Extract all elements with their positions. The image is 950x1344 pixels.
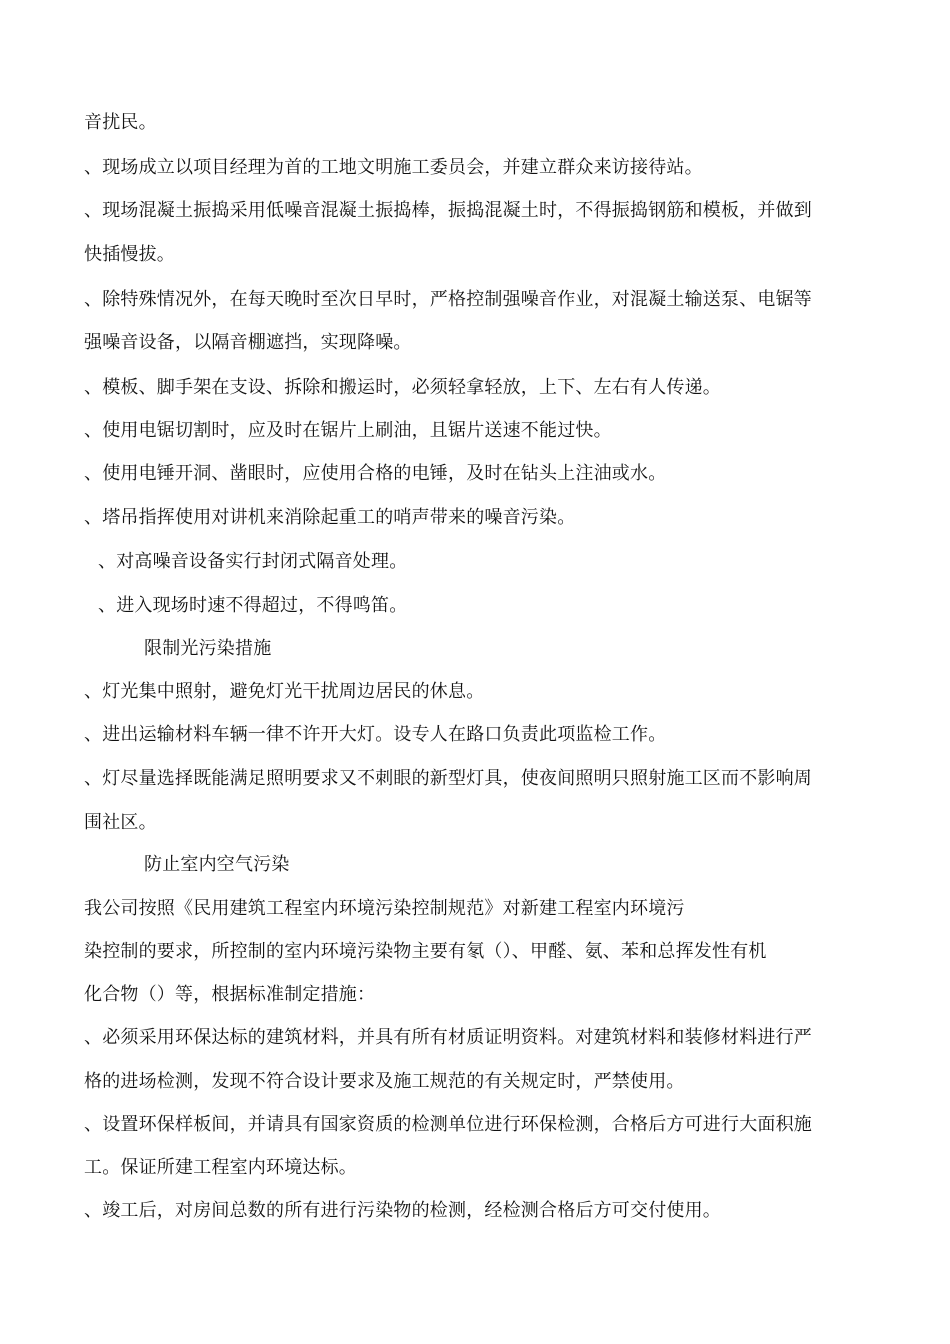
section-heading: 防止室内空气污染: [144, 854, 290, 875]
text-line: 我公司按照《民用建筑工程室内环境污染控制规范》对新建工程室内环境污: [84, 898, 685, 919]
text-line: 、使用电锯切割时，应及时在锯片上刷油，且锯片送速不能过快。: [84, 420, 612, 441]
text-line: 、现场成立以项目经理为首的工地文明施工委员会，并建立群众来访接待站。: [84, 157, 703, 178]
text-line: 格的进场检测，发现不符合设计要求及施工规范的有关规定时，严禁使用。: [84, 1071, 685, 1092]
text-line: 、塔吊指挥使用对讲机来消除起重工的哨声带来的噪音污染。: [84, 507, 576, 528]
text-line: 工。保证所建工程室内环境达标。: [84, 1157, 357, 1178]
text-line: 、现场混凝土振捣采用低噪音混凝土振捣棒，振捣混凝土时，不得振捣钢筋和模板，并做到: [84, 200, 812, 221]
text-line: 音扰民。: [84, 112, 157, 133]
text-line: 、除特殊情况外，在每天晚时至次日早时，严格控制强噪音作业，对混凝土输送泵、电锯等: [84, 289, 812, 310]
text-line: 化合物（）等，根据标准制定措施：: [84, 984, 376, 1005]
text-line: 、模板、脚手架在支设、拆除和搬运时，必须轻拿轻放，上下、左右有人传递。: [84, 377, 721, 398]
text-line: 、竣工后，对房间总数的所有进行污染物的检测，经检测合格后方可交付使用。: [84, 1200, 721, 1221]
section-heading: 限制光污染措施: [144, 638, 272, 659]
text-line: 、灯尽量选择既能满足照明要求又不刺眼的新型灯具，使夜间照明只照射施工区而不影响周: [84, 768, 812, 789]
text-line: 、灯光集中照射，避免灯光干扰周边居民的休息。: [84, 681, 485, 702]
text-line: 、进入现场时速不得超过，不得鸣笛。: [98, 595, 408, 616]
text-line: 染控制的要求，所控制的室内环境污染物主要有氡（）、甲醛、氨、苯和总挥发性有机: [84, 941, 767, 962]
text-line: 围社区。: [84, 812, 157, 833]
text-line: 快插慢拔。: [84, 244, 175, 265]
text-line: 、必须采用环保达标的建筑材料，并具有所有材质证明资料。对建筑材料和装修材料进行严: [84, 1027, 812, 1048]
text-line: 、设置环保样板间，并请具有国家资质的检测单位进行环保检测，合格后方可进行大面积施: [84, 1114, 812, 1135]
text-line: 、使用电锤开洞、凿眼时，应使用合格的电锤，及时在钻头上注油或水。: [84, 463, 667, 484]
text-line: 强噪音设备，以隔音棚遮挡，实现降噪。: [84, 332, 412, 353]
text-line: 、进出运输材料车辆一律不许开大灯。设专人在路口负责此项监检工作。: [84, 724, 667, 745]
text-line: 、对高噪音设备实行封闭式隔音处理。: [98, 551, 408, 572]
